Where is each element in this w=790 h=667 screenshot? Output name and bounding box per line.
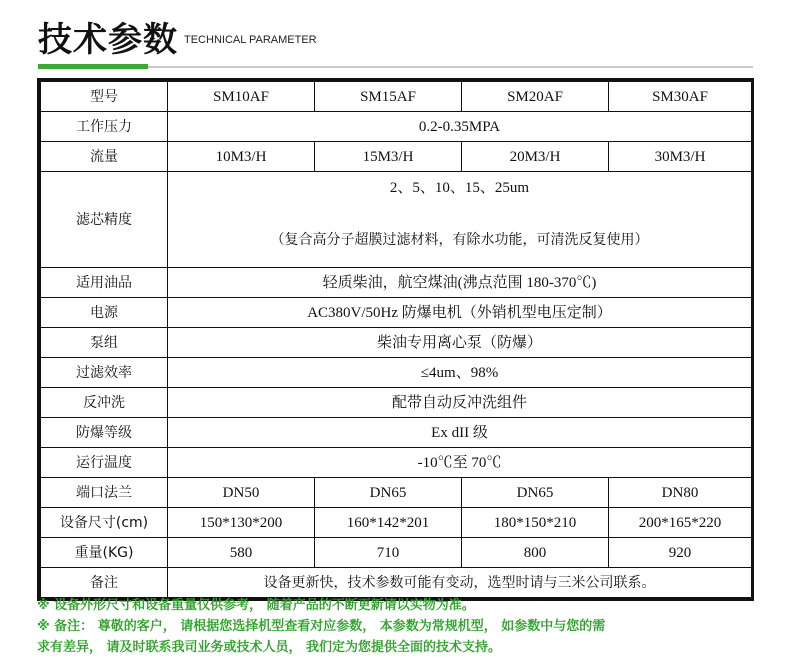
table-row [41, 538, 752, 568]
row-label-remark: 备注 [41, 568, 168, 598]
row-label-efficiency: 过滤效率 [41, 358, 168, 388]
table-row [41, 142, 752, 172]
table-row [41, 448, 752, 478]
table-row [41, 172, 752, 268]
pressure-cell: 0.2-0.35MPA [168, 112, 752, 142]
row-label-filter: 滤芯精度 [41, 172, 168, 268]
weight-cell: 580 [168, 538, 315, 568]
flow-cell: 15M3/H [315, 142, 462, 172]
temperature-cell: -10℃至 70℃ [168, 448, 752, 478]
row-label-weight: 重量(KG) [41, 538, 168, 568]
filter-material-text: （复合高分子超膜过滤材料，有除水功能，可清洗反复使用） [270, 232, 649, 248]
flow-cell: 30M3/H [609, 142, 752, 172]
power-cell: AC380V/50Hz 防爆电机（外销机型电压定制） [168, 298, 752, 328]
size-cell: 200*165*220 [609, 508, 752, 538]
size-cell: 160*142*201 [315, 508, 462, 538]
filter-precision-text: 2、5、10、15、25um [389, 180, 530, 196]
footnote-remark-cont: 求有差异， 请及时联系我司业务或技术人员， 我们定为您提供全面的技术支持。 [37, 640, 502, 655]
filter-cell [168, 172, 752, 268]
weight-cell: 920 [609, 538, 752, 568]
flow-cell: 10M3/H [168, 142, 315, 172]
page-subtitle: TECHNICAL PARAMETER [184, 34, 317, 46]
weight-cell: 800 [462, 538, 609, 568]
explosion-cell: Ex dII 级 [168, 418, 752, 448]
row-label-flow: 流量 [41, 142, 168, 172]
table-row [41, 388, 752, 418]
model-cell: SM20AF [462, 82, 609, 112]
table-row [41, 478, 752, 508]
footnote-remark: ※ 备注： 尊敬的客户， 请根据您选择机型查看对应参数， 本参数为常规机型， 如参数中与您的需 [37, 619, 606, 634]
table-row [41, 112, 752, 142]
row-label-power: 电源 [41, 298, 168, 328]
row-label-flange: 端口法兰 [41, 478, 168, 508]
table-row [41, 358, 752, 388]
page-header [38, 8, 758, 64]
table-row [41, 298, 752, 328]
table-row [41, 418, 752, 448]
row-label-explosion: 防爆等级 [41, 418, 168, 448]
flange-cell: DN65 [462, 478, 609, 508]
size-cell: 150*130*200 [168, 508, 315, 538]
flange-cell: DN80 [609, 478, 752, 508]
table-row [41, 268, 752, 298]
row-label-oil: 适用油品 [41, 268, 168, 298]
page-title: 技术参数 [38, 20, 178, 60]
row-label-pressure: 工作压力 [41, 112, 168, 142]
footnotes [37, 595, 767, 658]
oil-cell: 轻质柴油，航空煤油(沸点范围 180-370℃) [168, 268, 752, 298]
row-label-pump: 泵组 [41, 328, 168, 358]
row-label-temperature: 运行温度 [41, 448, 168, 478]
parameter-table [37, 78, 754, 601]
flange-cell: DN65 [315, 478, 462, 508]
table-row [41, 82, 752, 112]
flow-cell: 20M3/H [462, 142, 609, 172]
row-label-backwash: 反冲洗 [41, 388, 168, 418]
model-cell: SM10AF [168, 82, 315, 112]
table-row [41, 568, 752, 598]
table-row [41, 328, 752, 358]
remark-cell: 设备更新快，技术参数可能有变动，选型时请与三米公司联系。 [168, 568, 752, 598]
row-label-model: 型号 [41, 82, 168, 112]
title-divider [148, 66, 753, 68]
row-label-size: 设备尺寸(cm) [41, 508, 168, 538]
title-accent-bar [38, 64, 148, 69]
size-cell: 180*150*210 [462, 508, 609, 538]
weight-cell: 710 [315, 538, 462, 568]
model-cell: SM15AF [315, 82, 462, 112]
table-row [41, 508, 752, 538]
pump-cell: 柴油专用离心泵（防爆） [168, 328, 752, 358]
efficiency-cell: ≤4um、98% [168, 358, 752, 388]
model-cell: SM30AF [609, 82, 752, 112]
flange-cell: DN50 [168, 478, 315, 508]
backwash-cell: 配带自动反冲洗组件 [168, 388, 752, 418]
footnote-dimensions: ※ 设备外形尺寸和设备重量仅供参考， 随着产品的不断更新请以实物为准。 [37, 598, 475, 613]
